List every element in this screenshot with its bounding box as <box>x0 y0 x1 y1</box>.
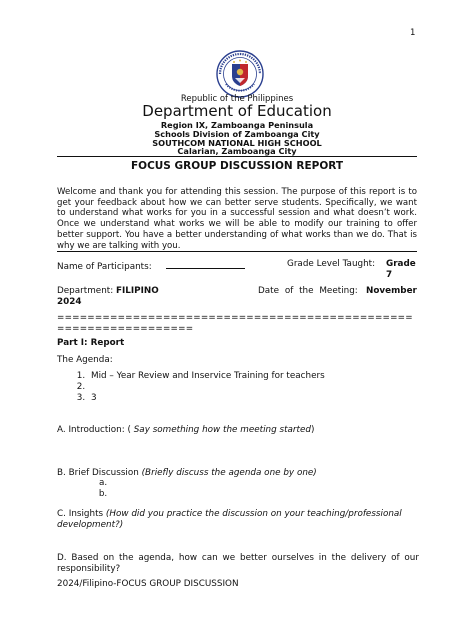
brief-list <box>96 478 110 500</box>
intro-paragraph: Welcome and thank you for attending this session. The purpose of this report is to get your feedback about how we can better serve students. Specifically, we want to understand what works for you in a successful session and what doesn’t work. Once we understand what works we will be able to modify our training to offer better support. You have a better understanding of what works than we do. That is why we are talking with you. <box>57 187 417 251</box>
header-rule <box>57 156 417 157</box>
brief-label: B. Brief Discussion <box>57 468 139 478</box>
region-line: Region IX, Zamboanga Peninsula <box>160 120 314 130</box>
participants-label: Name of Participants: <box>57 262 152 272</box>
section-brief-discussion <box>57 468 317 478</box>
grade-label: Grade Level Taught: <box>287 259 376 269</box>
footer-text: 2024/Filipino-FOCUS GROUP DISCUSSION <box>57 579 239 589</box>
intro-label: A. Introduction: ( <box>57 425 131 435</box>
section-rule <box>57 251 417 252</box>
agenda-item: 3. 3 <box>88 393 325 404</box>
date-label: Date of the Meeting: <box>258 286 358 296</box>
agenda-item <box>88 382 325 393</box>
school-address: Calarian, Zamboanga City <box>177 146 297 156</box>
school-name: SOUTHCOM NATIONAL HIGH SCHOOL <box>152 138 322 148</box>
division-line: Schools Division of Zamboanga City <box>154 129 320 139</box>
section-question-d: D. Based on the agenda, how can we better ourselves in the delivery of our responsibility? <box>57 553 419 574</box>
grade-value: Grade 7 <box>386 259 416 280</box>
date-value: November <box>366 286 417 296</box>
separator-line: ================================================================= <box>57 313 413 334</box>
agenda-list <box>72 371 325 404</box>
brief-hint: (Briefly discuss the agenda one by one) <box>141 468 317 478</box>
participants-blank <box>166 260 245 269</box>
section-insights <box>57 509 419 531</box>
agenda-item: 1. Mid – Year Review and Inservice Training for teachers <box>88 371 325 382</box>
republic-line: Republic of the Philippines <box>180 94 294 104</box>
department-value: FILIPINO 2024 <box>57 286 159 307</box>
participants-field <box>57 260 245 272</box>
insights-label: C. Insights <box>57 509 104 519</box>
agenda-label: The Agenda: <box>57 355 113 365</box>
intro-hint: Say something how the meeting started <box>133 425 311 435</box>
part-title: Part I: Report <box>57 338 125 348</box>
deped-seal-icon <box>216 50 264 98</box>
department-title: Department of Education <box>142 102 332 120</box>
department-label: Department: <box>57 286 114 296</box>
insights-hint: (How did you practice the discussion on your teaching/professional development?) <box>57 509 402 530</box>
page-number: 1 <box>410 28 416 38</box>
intro-close: ) <box>310 425 315 435</box>
section-introduction <box>57 425 314 435</box>
report-title: FOCUS GROUP DISCUSSION REPORT <box>130 160 344 172</box>
